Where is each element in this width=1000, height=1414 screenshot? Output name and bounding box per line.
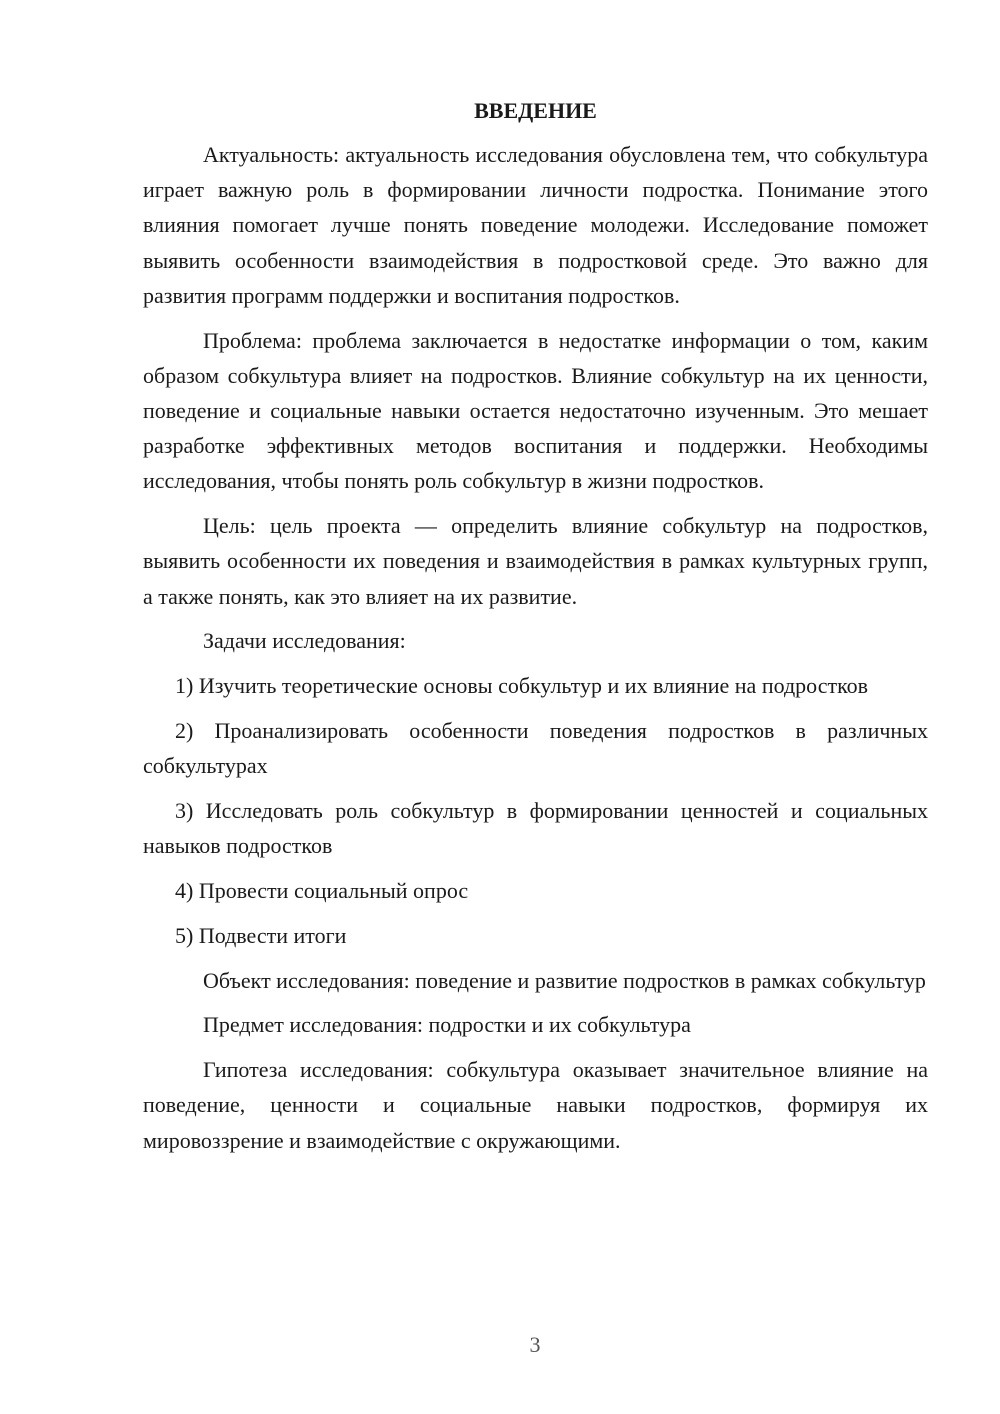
page-number: 3 [529, 1332, 541, 1357]
paragraph-goal: Цель: цель проекта — определить влияние собкультур на подростков, выявить особенности их поведения и взаимодействия в рамках культурных групп, а также понять, как это влияет на их развитие. [143, 513, 928, 609]
list-item: 5) Подвести итоги [175, 922, 347, 948]
document-page [143, 95, 928, 1167]
paragraph-relevance: Актуальность: актуальность исследования обусловлена тем, что собкультура играет важную роль в формировании личности подростка. Понимание этого влияния помогает лучше понять поведение молодежи. Исследование поможет выявить особенности взаимодействия в подростковой среде. Это важно для развития программ поддержки и воспитания подростков. [143, 142, 928, 308]
tasks-list [143, 668, 928, 953]
list-item: 1) Изучить теоретические основы собкультур и их влияние на подростков [175, 673, 869, 699]
list-item: 2) Проанализировать особенности поведения подростков в различных собкультурах [143, 718, 928, 779]
paragraph-subject: Предмет исследования: подростки и их собкультура [203, 1012, 691, 1038]
page-title: ВВЕДЕНИЕ [474, 98, 597, 123]
paragraph-object: Объект исследования: поведение и развитие подростков в рамках собкультур [203, 967, 926, 993]
list-item: 3) Исследовать роль собкультур в формировании ценностей и социальных навыков подростков [143, 798, 928, 859]
paragraph-hypothesis: Гипотеза исследования: собкультура оказывает значительное влияние на поведение, ценности и социальные навыки подростков, формируя их мировоззрение и взаимодействие с окружающими. [143, 1057, 928, 1153]
list-item: 4) Провести социальный опрос [175, 878, 469, 904]
paragraph-problem: Проблема: проблема заключается в недостатке информации о том, каким образом собкультура влияет на подростков. Влияние собкультур на их ценности, поведение и социальные навыки остается недостаточно изученным. Это мешает разработке эффективных методов воспитания и поддержки. Необходимы исследования, чтобы понять роль собкультур в жизни подростков. [143, 327, 928, 494]
paragraph-tasks-heading: Задачи исследования: [203, 628, 406, 654]
